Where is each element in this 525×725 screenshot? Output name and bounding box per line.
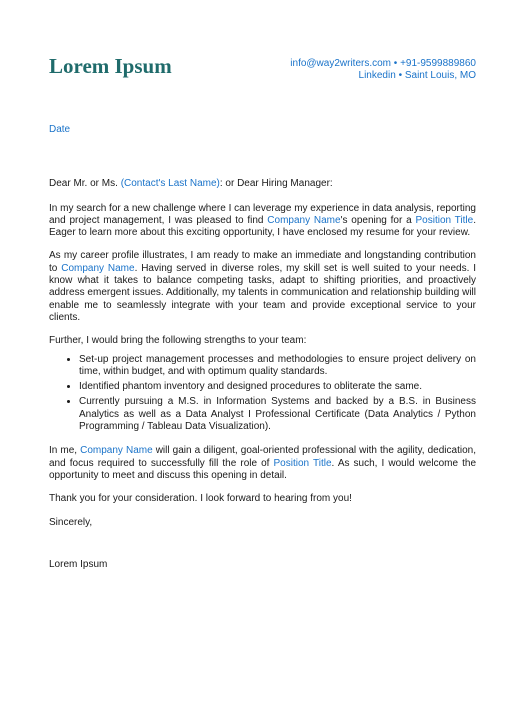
separator-bullet: • bbox=[393, 58, 401, 69]
paragraph-text: will gain a diligent, goal-oriented professional with the agility, dedication, and focus required to successfully fill the role of bbox=[49, 445, 476, 469]
position-title-placeholder: Position Title bbox=[273, 457, 332, 469]
company-name-placeholder: Company Name bbox=[61, 262, 135, 274]
paragraph-text: In me, bbox=[49, 445, 81, 457]
salutation-prefix: Dear Mr. or Ms. bbox=[49, 178, 121, 190]
list-item: • Currently pursuing a M.S. in Information Systems and backed by a B.S. in Business Analytics as well as a Data Analyst I Professional Certificate (Data Analytics / Python Programming / Tableau Data Visualization). bbox=[79, 396, 476, 433]
paragraph-closing bbox=[49, 445, 476, 482]
paragraph-text: As my career profile illustrates, I am ready to make an immediate and longstanding contribution to bbox=[49, 250, 476, 274]
paragraph-text: . Having served in diverse roles, my skill set is well suited to your needs. I know what it takes to balance competing tasks, adapt to shifting priorities, and proactively address emergent issues. Additionally, my talents in communication and relationship building will enable me to seamlessly integrate with your team and provide exceptional service to your clients. bbox=[49, 262, 476, 323]
position-title-placeholder: Position Title bbox=[415, 214, 474, 226]
paragraph-thanks: Thank you for your consideration. I look forward to hearing from you! bbox=[49, 493, 352, 505]
strengths-list bbox=[49, 354, 476, 434]
contact-line-2 bbox=[290, 70, 476, 82]
company-name-placeholder: Company Name bbox=[80, 445, 153, 457]
closing: Sincerely, bbox=[49, 516, 93, 528]
paragraph-text: In my search for a new challenge where I can leverage my experience in data analysis, reporting and project management, I was pleased to find bbox=[49, 202, 476, 226]
salutation bbox=[49, 178, 476, 190]
paragraph-strengths-intro: Further, I would bring the following strengths to your team: bbox=[49, 335, 307, 347]
signature-name: Lorem Ipsum bbox=[49, 558, 108, 570]
separator-bullet: • bbox=[398, 70, 405, 81]
date-placeholder: Date bbox=[49, 124, 71, 135]
paragraph-text: . As such, I would welcome the opportunity to meet and discuss this opening in detail. bbox=[49, 457, 477, 481]
list-item: • Identified phantom inventory and designed procedures to obliterate the same. bbox=[79, 381, 476, 393]
email-link[interactable]: info@way2writers.com bbox=[290, 58, 392, 69]
paragraph-text: . Eager to learn more about this exciting opportunity, I have enclosed my resume for your review. bbox=[49, 214, 476, 239]
paragraph-intro bbox=[49, 203, 476, 240]
company-name-placeholder: Company Name bbox=[267, 214, 341, 226]
contact-name-placeholder: (Contact's Last Name) bbox=[120, 178, 220, 190]
contact-line-1 bbox=[290, 58, 476, 70]
letter-body bbox=[49, 124, 476, 582]
list-item: • Set-up project management processes and methodologies to ensure project delivery on time, within budget, and with optimum quality standards. bbox=[79, 354, 476, 379]
location: Saint Louis, MO bbox=[404, 70, 476, 81]
linkedin-link[interactable]: Linkedin bbox=[358, 70, 396, 81]
sender-name: Lorem Ipsum bbox=[49, 54, 172, 78]
paragraph-profile bbox=[49, 250, 476, 324]
salutation-suffix: : or Dear Hiring Manager: bbox=[219, 178, 333, 190]
paragraph-text: 's opening for a bbox=[340, 214, 416, 226]
phone-number: +91-9599889860 bbox=[400, 58, 476, 69]
contact-block bbox=[290, 58, 476, 82]
